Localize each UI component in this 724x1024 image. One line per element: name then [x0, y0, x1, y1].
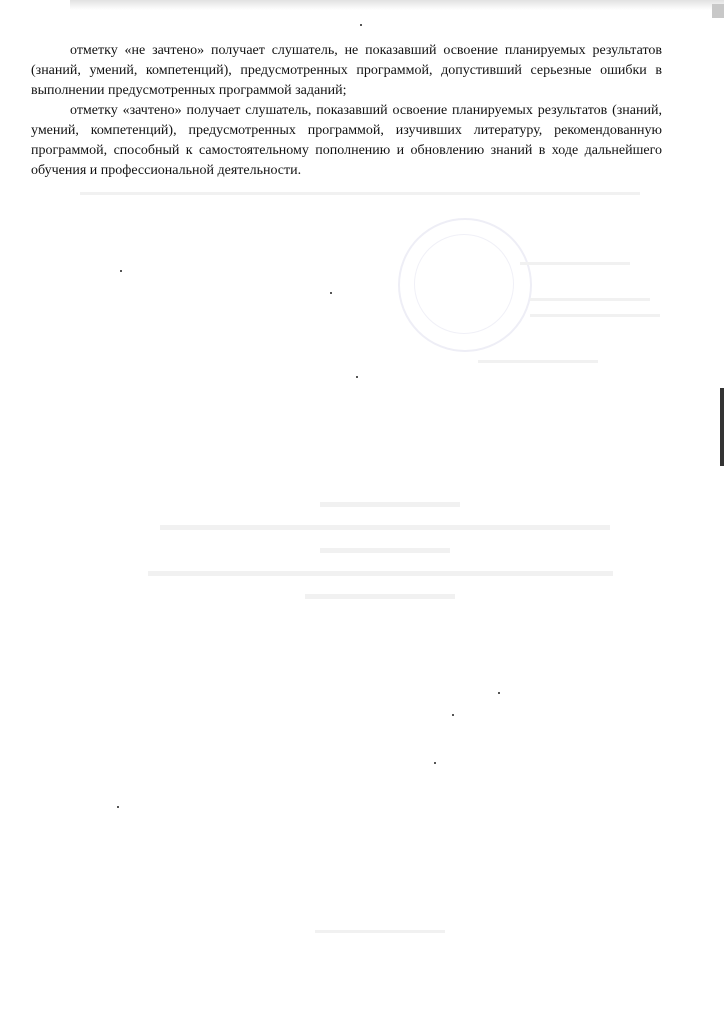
- scan-speck: [434, 762, 436, 764]
- bleed-through-title-line: [320, 548, 450, 553]
- bleed-through-line: [80, 192, 640, 195]
- scan-speck: [498, 692, 500, 694]
- bleed-through-line: [530, 298, 650, 301]
- scan-speck: [356, 376, 358, 378]
- scan-speck: [117, 806, 119, 808]
- scan-edge-mark: [712, 4, 724, 18]
- scan-speck: [360, 24, 362, 26]
- bleed-through-line: [520, 262, 630, 265]
- bleed-through-line: [478, 360, 598, 363]
- scan-edge-line: [720, 388, 724, 466]
- bleed-through-footer-line: [315, 930, 445, 933]
- bleed-through-title-line: [160, 525, 610, 530]
- document-body: [31, 41, 662, 181]
- scan-shadow-top: [70, 0, 724, 10]
- scan-speck: [330, 292, 332, 294]
- paragraph-not-passed: отметку «не зачтено» получает слушатель, не показавший освоение планируемых результатов (знаний, умений, компетенций), предусмотренных программой, допустивший серьезные ошибки в выполнении предусмотренных программой заданий;: [31, 43, 662, 98]
- bleed-through-title-line: [305, 594, 455, 599]
- scan-speck: [452, 714, 454, 716]
- bleed-through-stamp: [398, 218, 532, 352]
- scan-speck: [120, 270, 122, 272]
- paragraph-passed: отметку «зачтено» получает слушатель, показавший освоение планируемых результатов (знаний, умений, компетенций), предусмотренных программой, изучивших литературу, рекомендованную программой, способный к самостоятельному пополнению и обновлению знаний в ходе дальнейшего обучения и профессиональной деятельности.: [31, 103, 662, 178]
- bleed-through-title-line: [148, 571, 613, 576]
- bleed-through-title-line: [320, 502, 460, 507]
- bleed-through-line: [530, 314, 660, 317]
